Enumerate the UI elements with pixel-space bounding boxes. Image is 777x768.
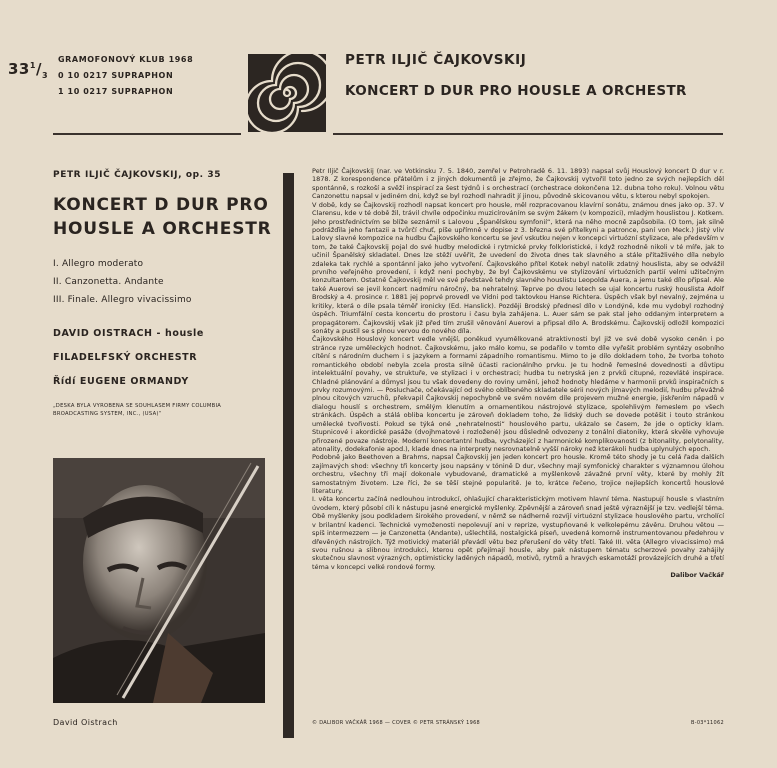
liner-paragraph: Petr Iljič Čajkovskij (nar. ve Votkinsku 7. 5. 1840, zemřel v Petrohradě 6. 11. 1893) napsal svůj Houslový koncert D dur v r. 1878. Z korespondence přátelům i z jiných dokumentů je zřejmo, že Čajkovskij vytvořil toto jedno ze svých nejlepších děl spontánně, s rozkoší a svěží inspirací za šest týdnů i s orchestrací (orchestrace dokončena 12. dubna toho roku). Volnou větu Canzonettu napsal v jediném dni, když se byl rozhodl nahradit jí jinou, původně skicovanou větu, s kterou nebyl spokojen. (312, 167, 724, 201)
speed-fraction-numerator: 1 (29, 61, 36, 70)
label-line: GRAMOFONOVÝ KLUB 1968 (58, 55, 194, 64)
license-note (53, 402, 253, 418)
liner-paragraph: V době, kdy se Čajkovskij rozhodl napsat koncert pro housle, měl rozpracovanou klavírní sonátu, známou dnes jako op. 37. V Clarensu, kde v té době žil, trávil chvíle odpočinku muzicírováním se svým žákem (v kompozici), mladým houslistou J. Kotkem. Jeho prostřednictvím se blíže seznámil s Lalovou „Španělskou symfonií“, která na něho mocně zapůsobila. (O tom, jak silně podrážďila jeho fantazii a tvůrčí chuť, píše upřímně v dopise z 3. března své přítelkyni a patronce, paní von Meck.) Jistý vliv Lalovy slavné kompozice na hudbu Čajkovského koncertu se jeví vskutku nejen v koncepci virtuózní stylizace, ale především v tom, že také Čajkovskij pojal do své hudby melodické i rytmické prvky folkloristické, i když rozhodně nikoli v té míře, jak to učinil Španělský skladatel. Dnes lze stěží uvěřit, že uvedení do života dnes tak slavného a stále přitažlivého díla nebylo zdaleka tak rychlé a spontánní jako jeho vytvoření. Čajkovského přítel Kotek nebyl natolik zdatný houslista, aby se odvážil prvního veřejného provedení, i když neni pochyby, že byl Čajkovskému ve stylizování virtuózních partií velmi užitečným konzultantem. Ostatně Čajkovskij měl ve své představě tehdy slavného houslistu Leopolda Auera, a jemu také dílo připsal. Ale také Auerovi se jevil koncert nadmíru náročný, ba nehratelný. Teprve po dvou letech se ujal koncertu ruský houslista Adolf Brodský a 4. prosince r. 1881 jej poprvé provedl ve Vídni pod taktovkou Hanse Richtera. Úspěch však byl nevalný, zejména u kritiky, která o díle psala téměř ironicky (Ed. Hanslick). Později Brodský přednesl dílo v Londýně, kde mu vydobyl rozhodný úspěch. Triumfální cesta koncertu do prostoru i času byla zahájena. L. Auer sám se pak stal jeho oddaným interpretem a propagátorem. Čajkovskij však již před tím zrušil věnování Auerovi a připsal dílo A. Brodskému. Čajkovskij odložil kompozici sonáty a pustil se s plnou vervou do nového díla. (312, 200, 724, 336)
performer-list (53, 322, 204, 394)
license-line: BROADCASTING SYSTEM, INC., (USA)“ (53, 411, 162, 417)
header-rule-left (53, 133, 241, 135)
work-title (53, 193, 272, 241)
speed-fraction-denominator: 3 (41, 71, 49, 80)
work-title-line: KONCERT D DUR PRO (53, 195, 269, 215)
label-info (58, 52, 193, 100)
violinist-photo (53, 458, 265, 703)
performer-item: DAVID OISTRACH - housle (53, 328, 204, 339)
movement-item: III. Finale. Allegro vivacissimo (53, 295, 192, 305)
movement-list (53, 255, 192, 309)
movement-item: II. Canzonetta. Andante (53, 277, 164, 287)
author-signature: Dalibor Vačkář (670, 571, 724, 580)
speed-value: 33 (8, 60, 30, 78)
header-composer: PETR ILJIČ ČAJKOVSKIJ (345, 52, 527, 68)
liner-notes (312, 167, 724, 580)
movement-item: I. Allegro moderato (53, 259, 144, 269)
column-divider (283, 173, 294, 738)
label-line: 1 10 0217 SUPRAPHON (58, 87, 174, 96)
photo-caption: David Oistrach (53, 718, 118, 727)
liner-paragraph: Podobně jako Beethoven a Brahms, napsal Čajkovskij jen jeden koncert pro housle. Kromě této shody je tu celá řada dalších zajímavých shod: všechny tři koncerty jsou napsány v tónině D dur, všechny mají symfonický charakter s významnou úlohou orchestru, všechny tři mají dokonale vybudované, dramatické a myšlenkově závažné první věty, které by mohly žít samostatným životem. Lze říci, že se těší stejné popularitě. Je to, krátce řečeno, trojice nejlepších koncertů houslové literatury. (312, 453, 724, 496)
composer-opus: PETR ILJIČ ČAJKOVSKIJ, op. 35 (53, 170, 222, 180)
license-line: „DESKA BYLA VYROBENA SE SOUHLASEM FIRMY COLUMBIA (53, 403, 222, 409)
label-line: 0 10 0217 SUPRAPHON (58, 71, 174, 80)
work-title-line: HOUSLE A ORCHESTR (53, 219, 272, 239)
footer (312, 720, 724, 726)
performer-item: FILADELFSKÝ ORCHESTR (53, 352, 198, 363)
header-rule-right (333, 133, 723, 135)
header-title: KONCERT D DUR PRO HOUSLE A ORCHESTR (345, 83, 687, 99)
performer-item: Řídí EUGENE ORMANDY (53, 376, 189, 387)
copyright-notice: © DALIBOR VAČKÁŘ 1968 — COVER © PETR STRÁNSKÝ 1968 (312, 720, 481, 726)
liner-paragraph: Čajkovského Houslový koncert vedle vnější, poněkud vyumělkované atraktivnosti byl již ve své době vysoko ceněn i po stránce ryze uměleckých hodnot. Čajkovskému, jako málo komu, se podařilo v tomto díle vyřešit problém syntézy osobního cítění s národním duchem i s jazykem a formami západního romantismu. Mimo to je dílo dokladem toho, že tvorba tohoto romantického období nebyla zcela prosta silně účasti racionálního prvku. Je tu hodně řemeslné dovednosti a důvtipu intelektuální povahy, ve struktuře, ve stylizaci i v orchestraci; hudba tu netryská jen z prvků citupné, rozevláté inspirace. Chladné plánování a důmysl jsou tu však dovedeny do roviny umění, jehož hodnoty hledáme v harmonii prvků inspiračních s prvky rozumovými. — Posluchače, očekávající od svého oblíbeného skladatele sérii nových jímavých melodií, hudbu převážně plnou citových vzruchů, překvapil Čajkovskij nepochybně ve svém novém díle projevem mužné energie, jiskřením nápadů v dialogu houslí s orchestrem, smělým klenutím a ornamentikou nástrojové stylizace, spolehlivým řemeslem po všech stránkách. Úspěch a stálá obliba koncertu je zároveň dokladem toho, že lidský duch se dovede potěšit i touto stránkou umělecké tvořivosti. Pokud se týká oné „nehratelnosti“ houslového partu, ukázalo se časem, že jde o opticky klam. Stupnicové i akordické pasáže (dvojhmatové i rozložené) jsou důsledně odvozeny z tonální diatoniky, která skvěle vyhovuje přirozené povaze nástroje. Moderní koncertantní hudba, vycházející z harmonické komplikovanosti (z bitonality, polytonality, atonality, dodekafonie apod.), klade dnes na interprety nesrovnatelně vyšší nároky než kterákoli hudba uplynulých epoch. (312, 335, 724, 453)
supraphon-logo-icon (248, 54, 326, 132)
liner-paragraph: I. věta koncertu začíná nedlouhou introdukcí, ohlašující charakteristickým motivem hlavní téma. Nastupují housle s vlastním úvodem, který působí cíli k nástupu jasné energické myšlenky. Zpěvnější a zároveň snad ještě výraznější je tzv. vedlejší téma. Obě myšlenky jsou podkladem širokého provedení, v němž se nádherně rozvíjí virtuózní stylizace houslového partu, vrcholící v brilantní kadenci. Technické vymoženosti nepolevují ani v reprize, vystupňované k velkolepému závěru. Druhou větou — spíš intermezzem — je Canzonetta (Andante), ušlechtilá, nostalgická píseň, uvedená komorně instrumentovanou předehrou v dřevěných nástrojích. Týž motivický materiál převádí větu bez přerušení do věty třetí. Také III. věta (Allegro vivacissimo) má svou rušnou a slibnou introdukci, kterou opět přejímají housle, aby pak nástupem tématu scherzové povahy zahájily skutečnou slavnost výrazných, optimisticky laděných nápadů, motivů, rytmů a hravých eskamotáží provázejících druhé a třetí téma v koncepci velké rondové formy. (312, 495, 724, 571)
speed-indicator: $33^1/_3$ (8, 60, 49, 80)
catalog-code: B-03*11062 (690, 720, 724, 726)
